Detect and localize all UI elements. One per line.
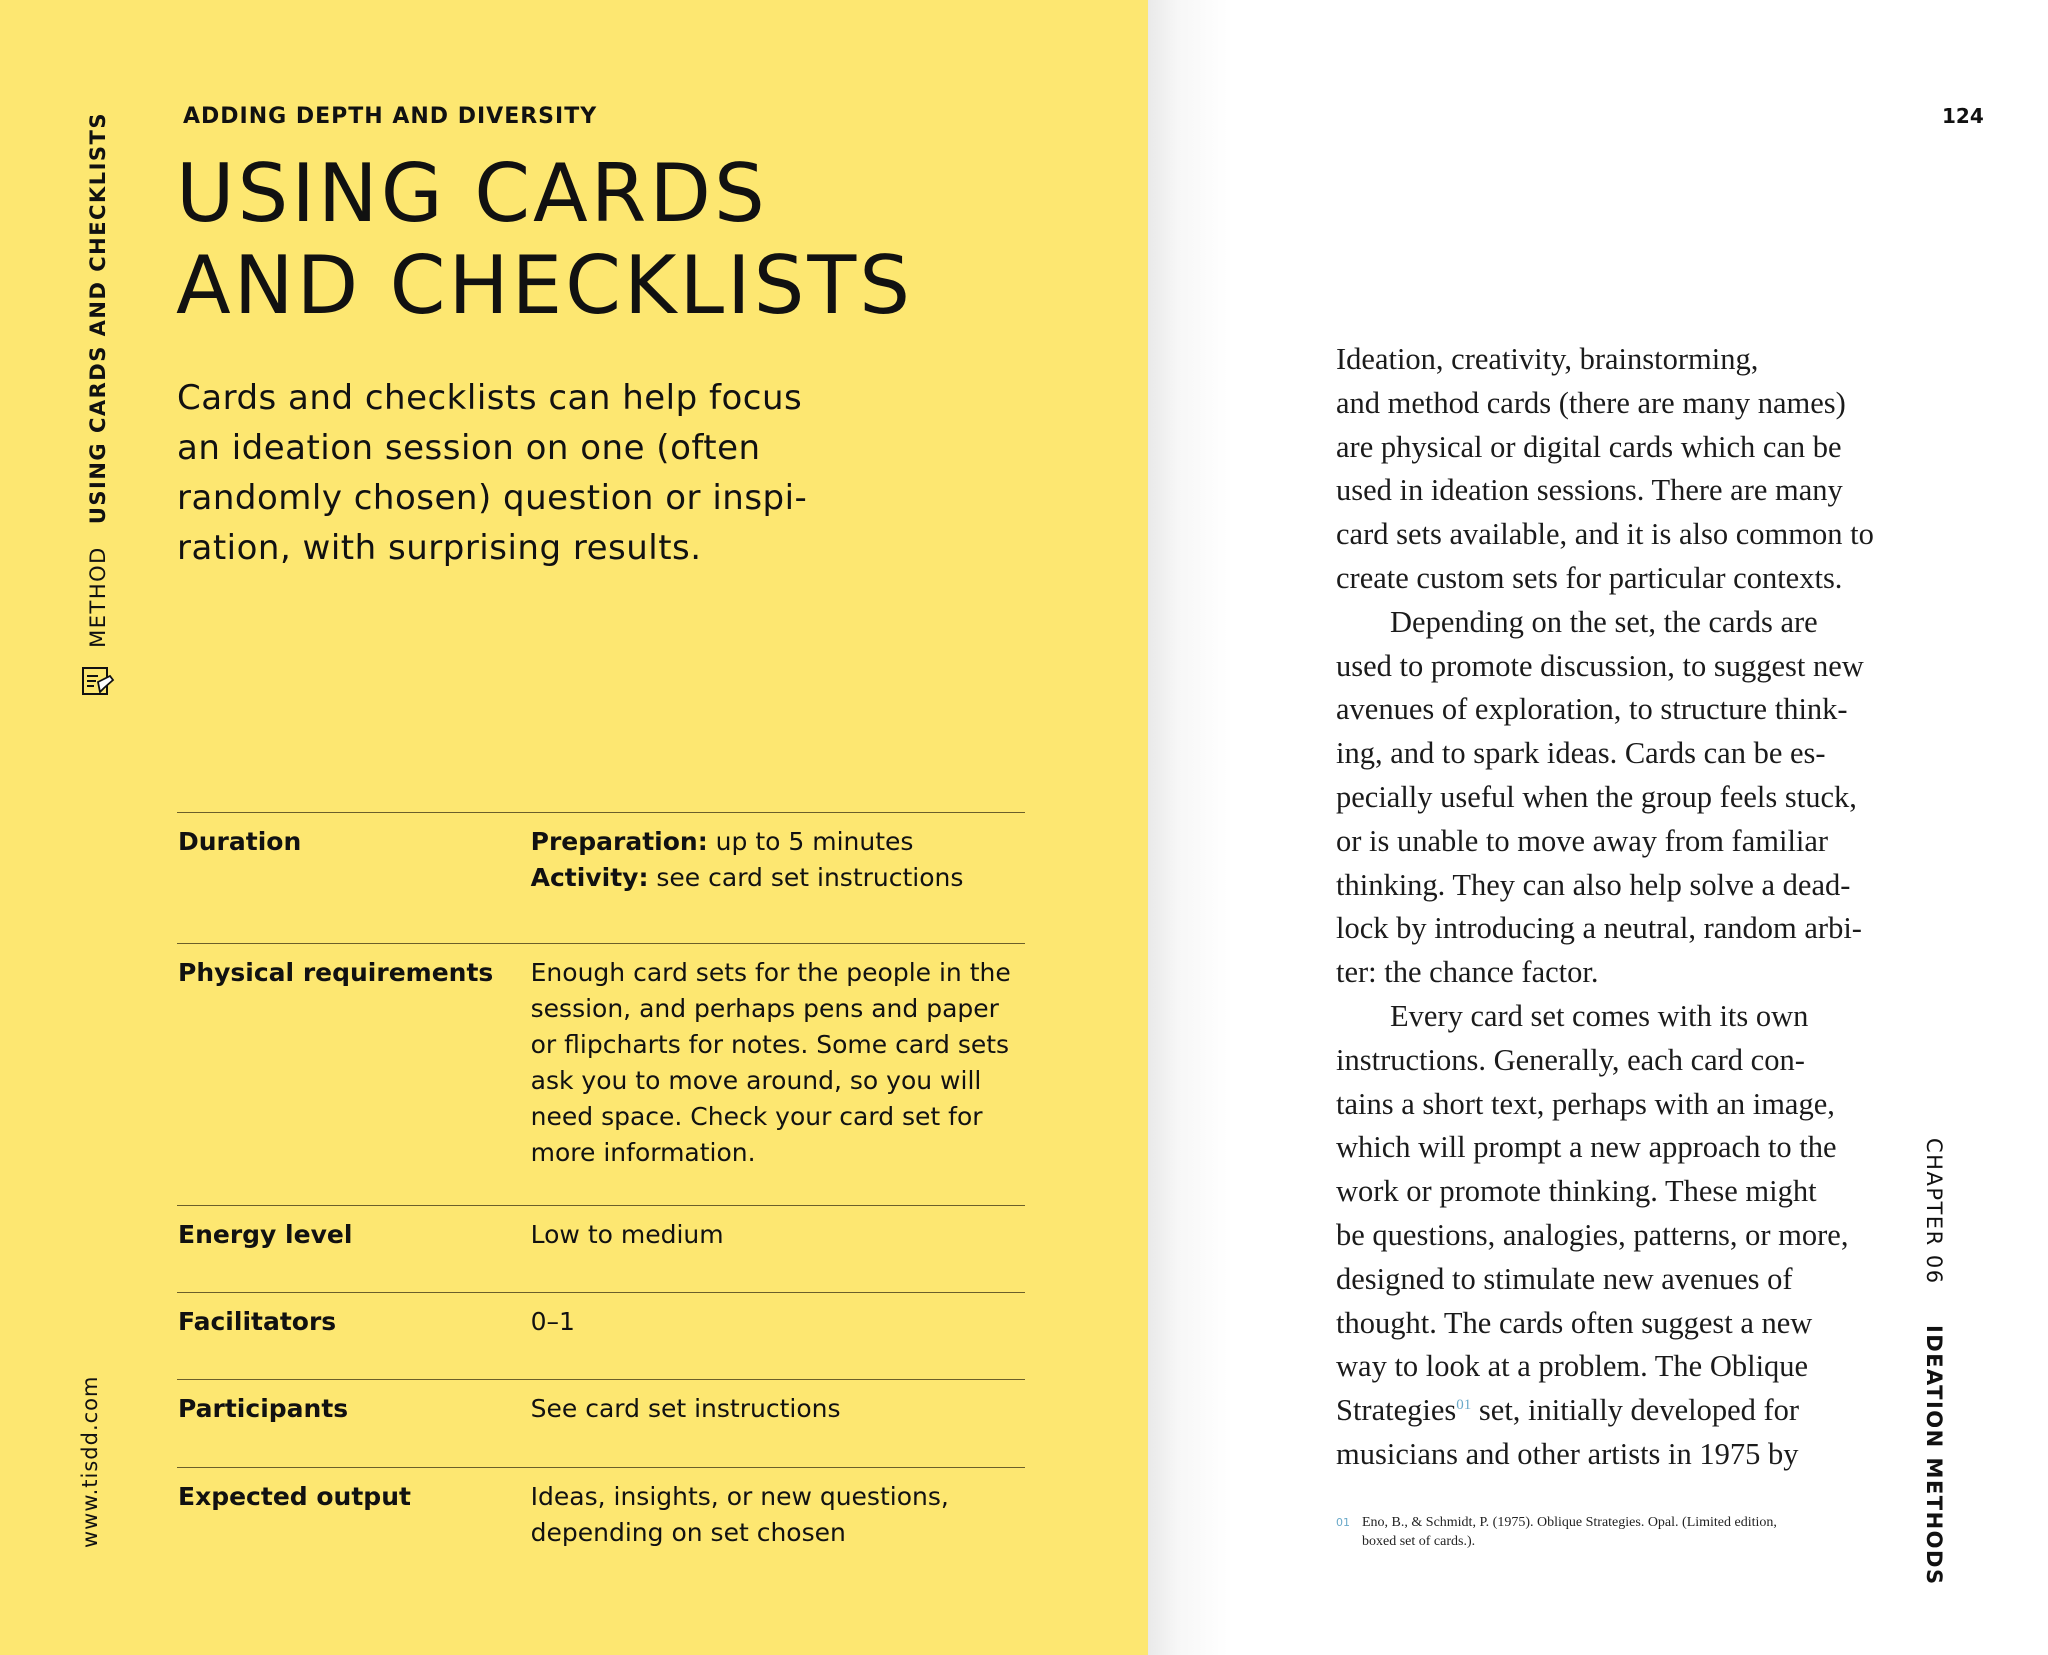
body-text — [1336, 338, 1896, 1477]
row-value: Low to medium — [530, 1206, 1025, 1293]
chapter-title: IDEATION METHODS — [1922, 1324, 1946, 1586]
chapter-label: CHAPTER 06 — [1922, 1138, 1946, 1285]
row-value: See card set instructions — [530, 1380, 1025, 1468]
footnote-line: boxed set of cards.). — [1362, 1534, 1476, 1549]
body-line: musicians and other artists in 1975 by — [1336, 1436, 1799, 1471]
footnote-reference[interactable]: 01 — [1456, 1396, 1472, 1413]
intro-line: randomly chosen) question or inspi- — [177, 478, 808, 518]
intro-text — [177, 373, 877, 573]
section-eyebrow: ADDING DEPTH AND DIVERSITY — [183, 104, 598, 129]
body-line: thinking. They can also help solve a dead- — [1336, 867, 1851, 902]
page-title-line: AND CHECKLISTS — [176, 239, 914, 332]
row-value — [530, 813, 1025, 944]
intro-line: an ideation session on one (often — [177, 428, 761, 468]
table-row — [177, 1468, 1025, 1568]
value-line: or flipcharts for notes. Some card sets — [530, 1030, 1010, 1059]
value-bold-label: Activity: — [530, 863, 649, 892]
row-label: Facilitators — [177, 1293, 530, 1380]
value-line: session, and perhaps pens and paper — [530, 994, 999, 1023]
body-line: tains a short text, perhaps with an image, — [1336, 1086, 1835, 1121]
body-paragraph — [1336, 601, 1896, 995]
value-line: ask you to move around, so you will — [530, 1066, 982, 1095]
body-line: used in ideation sessions. There are many — [1336, 473, 1843, 508]
body-line: Every card set comes with its own — [1390, 998, 1809, 1033]
value-line: depending on set chosen — [530, 1518, 846, 1547]
body-paragraph — [1336, 338, 1896, 601]
side-label-right — [1922, 1138, 1946, 1586]
body-line: card sets available, and it is also common to — [1336, 517, 1874, 552]
value-text: up to 5 minutes — [707, 827, 914, 856]
row-label: Physical requirements — [177, 944, 530, 1206]
body-line: are physical or digital cards which can be — [1336, 429, 1842, 464]
row-label: Participants — [177, 1380, 530, 1468]
body-line: which will prompt a new approach to the — [1336, 1130, 1837, 1165]
side-label-method: METHOD — [86, 546, 110, 648]
row-value — [530, 944, 1025, 1206]
body-line: pecially useful when the group feels stuck, — [1336, 779, 1857, 814]
side-label-title: USING CARDS AND CHECKLISTS — [86, 112, 110, 525]
body-line: designed to stimulate new avenues of — [1336, 1261, 1793, 1296]
table-row — [177, 1206, 1025, 1293]
page-title-line: USING CARDS — [176, 147, 768, 240]
value-text: see card set instructions — [648, 863, 964, 892]
body-line: work or promote thinking. These might — [1336, 1174, 1817, 1209]
table-row — [177, 1380, 1025, 1468]
value-line: more information. — [530, 1138, 756, 1167]
value-line: Ideas, insights, or new questions, — [530, 1482, 949, 1511]
body-line: avenues of exploration, to structure think- — [1336, 692, 1848, 727]
method-hand-icon — [80, 662, 116, 698]
body-line: way to look at a problem. The Oblique — [1336, 1349, 1809, 1384]
body-line: ter: the chance factor. — [1336, 955, 1599, 990]
body-line: Depending on the set, the cards are — [1390, 604, 1818, 639]
body-line: instructions. Generally, each card con- — [1336, 1042, 1805, 1077]
table-row — [177, 813, 1025, 944]
body-paragraph — [1336, 995, 1896, 1477]
row-value: 0–1 — [530, 1293, 1025, 1380]
table-row — [177, 1293, 1025, 1380]
row-value — [530, 1468, 1025, 1568]
row-label: Expected output — [177, 1468, 530, 1568]
body-line: thought. The cards often suggest a new — [1336, 1305, 1813, 1340]
body-line: or is unable to move away from familiar — [1336, 823, 1829, 858]
footnote-number: 01 — [1336, 1516, 1350, 1529]
page-number: 124 — [1942, 104, 1984, 128]
body-line: and method cards (there are many names) — [1336, 385, 1846, 420]
body-line: ing, and to spark ideas. Cards can be es- — [1336, 736, 1826, 771]
intro-line: Cards and checklists can help focus — [177, 378, 803, 418]
footnote — [1336, 1513, 1836, 1551]
body-line: create custom sets for particular contexts. — [1336, 560, 1843, 595]
body-line: be questions, analogies, patterns, or more, — [1336, 1217, 1849, 1252]
value-line: Enough card sets for the people in the — [530, 958, 1011, 987]
row-label: Energy level — [177, 1206, 530, 1293]
table-row — [177, 944, 1025, 1206]
body-line: Strategies$^{01}$ set, initially developed for — [1336, 1393, 1800, 1428]
value-line: need space. Check your card set for — [530, 1102, 983, 1131]
body-line: Ideation, creativity, brainstorming, — [1336, 342, 1759, 376]
website-url: www.tisdd.com — [78, 1375, 102, 1548]
row-label: Duration — [177, 813, 530, 944]
intro-line: ration, with surprising results. — [177, 528, 702, 568]
footnote-line: Eno, B., & Schmidt, P. (1975). Oblique Strategies. Opal. (Limited edition, — [1362, 1515, 1777, 1530]
body-line: used to promote discussion, to suggest new — [1336, 648, 1864, 683]
body-line: lock by introducing a neutral, random arbi- — [1336, 911, 1862, 946]
side-label-left — [80, 112, 120, 652]
page-title — [176, 148, 976, 332]
value-bold-label: Preparation: — [530, 827, 708, 856]
method-info-table — [177, 812, 1025, 1568]
